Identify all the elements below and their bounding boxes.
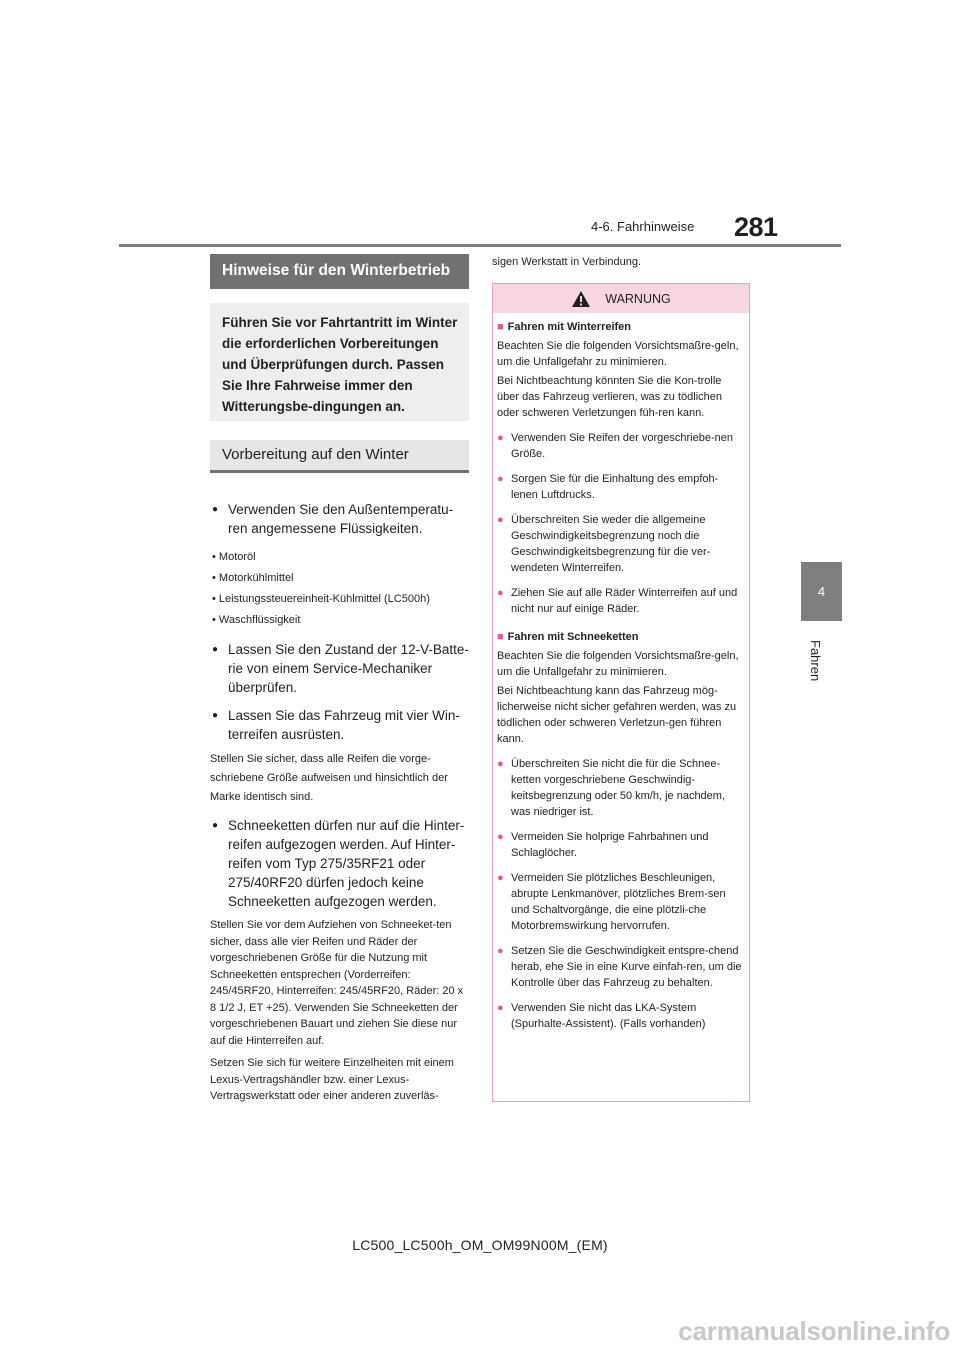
bullet-icon: ● bbox=[497, 945, 504, 957]
warning-header bbox=[493, 284, 749, 313]
warning-list-item: ● Verwenden Sie Reifen der vorgeschriebe-nen Größe. bbox=[497, 432, 733, 460]
warning-list-item: ● Verwenden Sie nicht das LKA-System (Spurhalte-Assistent). (Falls vorhanden) bbox=[497, 1002, 706, 1030]
left-column bbox=[210, 254, 469, 1105]
chapter-tab: 4 bbox=[801, 562, 842, 621]
continuation-text: sigen Werkstatt in Verbindung. bbox=[492, 256, 641, 268]
warning-list-item: ● Vermeiden Sie plötzliches Beschleunigen, abrupte Lenkmanöver, plötzliches Brem-sen und Schaltvorgänge, die eine plötzli-che Motorbremswirkung hervorrufen. bbox=[497, 872, 726, 932]
right-column bbox=[492, 254, 750, 270]
bullet-icon: ● bbox=[497, 758, 504, 770]
bullet-icon: ● bbox=[497, 872, 504, 884]
list-item: ● Schneeketten dürfen nur auf die Hinter-reifen aufgezogen werden. Auf Hinter-reifen vom Typ 275/35RF21 oder 275/40RF20 dürfen jedoch keine Schneeketten aufgezogen werden. bbox=[212, 818, 465, 909]
warning-list-item: ● Ziehen Sie auf alle Räder Winterreifen auf und nicht nur auf einige Räder. bbox=[497, 587, 738, 615]
fluid-list bbox=[210, 547, 469, 631]
document-code-footer: LC500_LC500h_OM_OM99N00M_(EM) bbox=[352, 1237, 608, 1253]
chapter-label: Fahren bbox=[808, 640, 823, 682]
bullet-icon: ● bbox=[497, 587, 504, 599]
warning-paragraph: Beachten Sie die folgenden Vorsichtsmaßre-geln, um die Unfallgefahr zu minimieren. bbox=[497, 650, 739, 678]
bullet-icon: ● bbox=[497, 473, 504, 485]
note-text: Setzen Sie sich für weitere Einzelheiten mit einem Lexus-Vertragshändler bzw. einer Lexus-Vertragswerkstatt oder einer anderen zuverläs- bbox=[210, 1057, 454, 1102]
warning-section-heading: ■ Fahren mit Schneeketten bbox=[497, 631, 639, 643]
list-item: ● Lassen Sie den Zustand der 12-V-Batte-rie von einem Service-Mechaniker überprüfen. bbox=[212, 642, 469, 695]
bullet-icon: ● bbox=[212, 644, 219, 655]
warning-triangle-icon bbox=[571, 290, 591, 308]
list-item: • Waschflüssigkeit bbox=[212, 614, 301, 626]
warning-paragraph: Bei Nichtbeachtung kann das Fahrzeug mög-licherweise nicht sicher gefahren werden, was zu tödlichen oder schweren Verletzun-gen führen kann. bbox=[497, 685, 737, 745]
list-item: • Motoröl bbox=[212, 551, 256, 563]
warning-box bbox=[492, 283, 750, 1102]
warning-title: WARNUNG bbox=[605, 291, 671, 306]
page-number: 281 bbox=[734, 212, 778, 242]
bullet-icon: ● bbox=[212, 820, 219, 831]
warning-section-heading: ■ Fahren mit Winterreifen bbox=[497, 321, 632, 333]
warning-paragraph: Bei Nichtbeachtung könnten Sie die Kon-trolle über das Fahrzeug verlieren, was zu tödlichen oder schweren Verletzungen füh-ren kann. bbox=[497, 375, 723, 419]
warning-body bbox=[493, 313, 749, 1032]
header-rule bbox=[119, 244, 841, 247]
bullet-icon: ● bbox=[212, 504, 219, 515]
subheading: Vorbereitung auf den Winter bbox=[210, 440, 469, 473]
section-title: Hinweise für den Winterbetrieb bbox=[210, 254, 469, 289]
warning-list-item: ● Überschreiten Sie weder die allgemeine Geschwindigkeitsbegrenzung noch die Geschwindigkeitsbegrenzung für die ver-wendeten Winterreifen. bbox=[497, 514, 711, 574]
square-bullet-icon: ■ bbox=[497, 631, 504, 643]
list-item: ● Lassen Sie das Fahrzeug mit vier Win-terreifen ausrüsten. bbox=[212, 708, 460, 742]
warning-list-item: ● Sorgen Sie für die Einhaltung des empfoh-lenen Luftdrucks. bbox=[497, 473, 719, 501]
watermark: carmanualsonline.info bbox=[678, 1316, 950, 1346]
warning-list-item: ● Vermeiden Sie holprige Fahrbahnen und Schlaglöcher. bbox=[497, 831, 709, 859]
note-text: Stellen Sie vor dem Aufziehen von Schneeket-ten sicher, dass alle vier Reifen und Räder der vorgeschriebenen Größe für die Nutzung mit Schneeketten entsprechen (Vorderreifen: 245/45RF20, Hinterreifen: 245/45RF20, Räder: 20 x 8 1/2 J, ET +25). Verwenden Sie Schneeketten der vorgeschriebenen Bauart und ziehen Sie diese nur auf die Hinterreifen auf. bbox=[210, 919, 464, 1047]
list-item: ● Verwenden Sie den Außentemperatu-ren angemessene Flüssigkeiten. bbox=[212, 502, 454, 536]
section-label: 4-6. Fahrhinweise bbox=[591, 219, 695, 234]
list-item: • Motorkühlmittel bbox=[212, 572, 294, 584]
intro-box: Führen Sie vor Fahrtantritt im Winter die erforderlichen Vorbereitungen und Überprüfungen durch. Passen Sie Ihre Fahrweise immer den Witterungsbe-dingungen an. bbox=[210, 303, 469, 421]
warning-paragraph: Beachten Sie die folgenden Vorsichtsmaßre-geln, um die Unfallgefahr zu minimieren. bbox=[497, 340, 739, 368]
square-bullet-icon: ■ bbox=[497, 321, 504, 333]
note-text: Stellen Sie sicher, dass alle Reifen die vorge-schriebene Größe aufweisen und hinsichtlich der Marke identisch sind. bbox=[210, 753, 448, 803]
bullet-icon: ● bbox=[497, 831, 504, 843]
bullet-icon: ● bbox=[497, 432, 504, 444]
warning-list-item: ● Setzen Sie die Geschwindigkeit entspre-chend herab, ehe Sie in eine Kurve einfah-ren, um die Kontrolle über das Fahrzeug zu behalten. bbox=[497, 945, 742, 989]
bullet-icon: ● bbox=[497, 514, 504, 526]
bullet-icon: ● bbox=[212, 710, 219, 721]
warning-list-item: ● Überschreiten Sie nicht die für die Schnee-ketten vorgeschriebene Geschwindig-keitsbegrenzung oder 50 km/h, je nachdem, was niedriger ist. bbox=[497, 758, 726, 818]
bullet-icon: ● bbox=[497, 1002, 504, 1014]
list-item: • Leistungssteuereinheit-Kühlmittel (LC500h) bbox=[212, 593, 430, 605]
